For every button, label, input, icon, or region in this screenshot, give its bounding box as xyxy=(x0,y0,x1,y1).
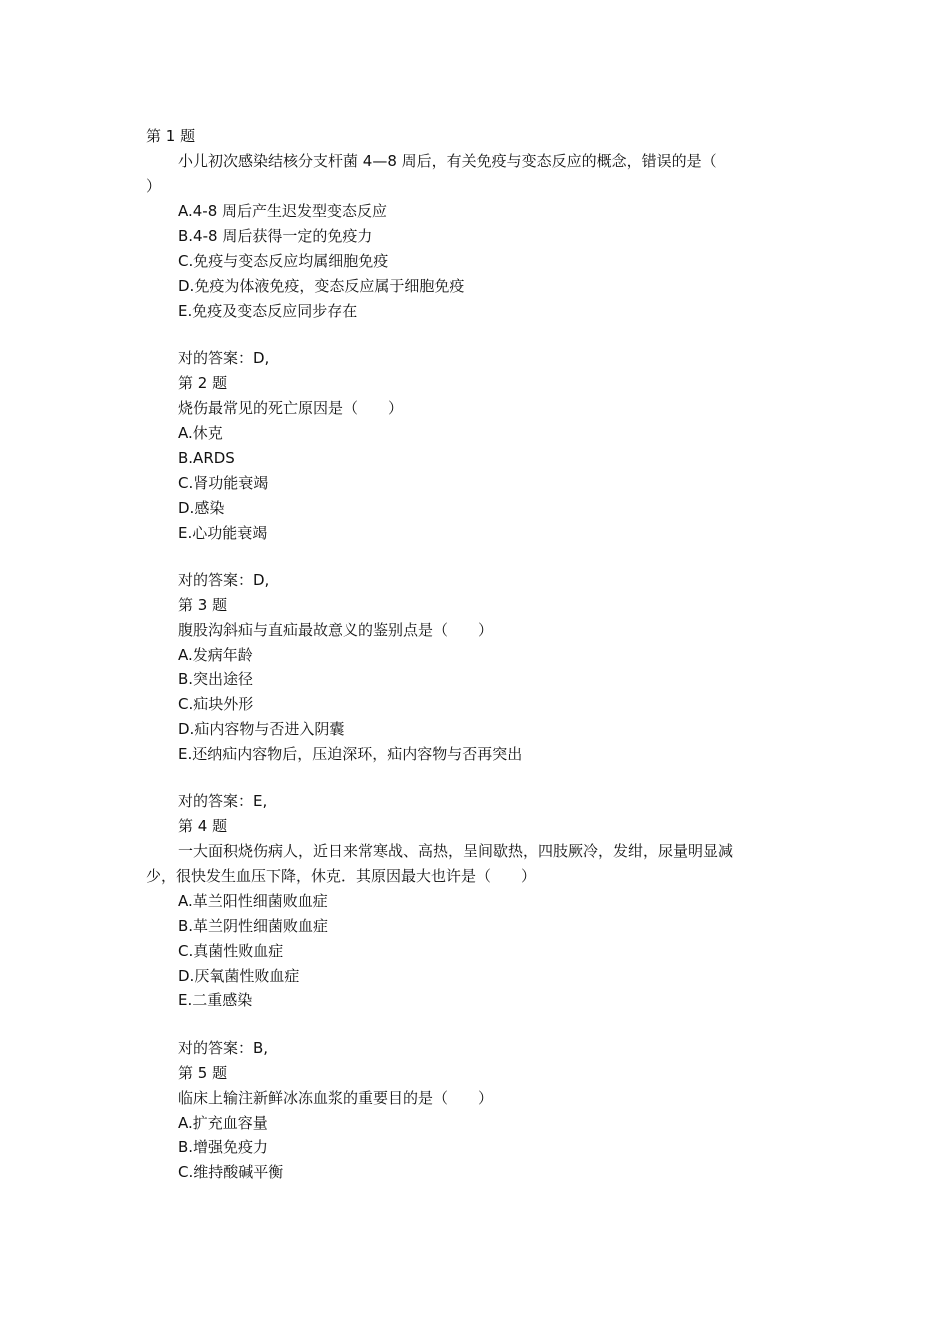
question-2-heading: 第 2 题 xyxy=(178,374,228,392)
question-3-answer: 对的答案：E, xyxy=(178,792,268,810)
question-5-heading: 第 5 题 xyxy=(178,1064,228,1082)
question-3-stem: 腹股沟斜疝与直疝最故意义的鉴别点是（ ） xyxy=(178,621,494,639)
question-3-option-c: C.疝块外形 xyxy=(178,695,254,713)
question-5-option-b: B.增强免疫力 xyxy=(178,1138,269,1156)
question-2-option-d: D.感染 xyxy=(178,499,225,517)
question-5-option-a: A.扩充血容量 xyxy=(178,1114,268,1132)
question-3-option-e: E.还纳疝内容物后，压迫深环，疝内容物与否再突出 xyxy=(178,745,523,763)
question-3-heading: 第 3 题 xyxy=(178,596,228,614)
question-1-option-d: D.免疫为体液免疫，变态反应属于细胞免疫 xyxy=(178,277,465,295)
question-3-option-d: D.疝内容物与否进入阴囊 xyxy=(178,720,345,738)
question-4-option-c: C.真菌性败血症 xyxy=(178,942,284,960)
question-1-option-c: C.免疫与变态反应均属细胞免疫 xyxy=(178,252,389,270)
question-1-option-a: A.4-8 周后产生迟发型变态反应 xyxy=(178,202,388,220)
question-4-option-d: D.厌氧菌性败血症 xyxy=(178,967,300,985)
question-4-stem-continued: 少，很快发生血压下降，休克．其原因最大也许是（ ） xyxy=(146,867,537,885)
question-2-option-e: E.心功能衰竭 xyxy=(178,524,268,542)
question-4-option-b: B.革兰阴性细菌败血症 xyxy=(178,917,329,935)
question-1-stem: 小儿初次感染结核分支杆菌 4—8 周后，有关免疫与变态反应的概念，错误的是（ xyxy=(178,152,717,170)
question-2-option-c: C.肾功能衰竭 xyxy=(178,474,269,492)
question-4-answer: 对的答案：B, xyxy=(178,1039,269,1057)
question-2-option-a: A.休克 xyxy=(178,424,223,442)
question-5-stem: 临床上输注新鲜冰冻血浆的重要目的是（ ） xyxy=(178,1089,494,1107)
question-5-option-c: C.维持酸碱平衡 xyxy=(178,1163,284,1181)
question-3-option-b: B.突出途径 xyxy=(178,670,254,688)
question-1-stem-continued: ） xyxy=(146,177,162,195)
question-2-stem: 烧伤最常见的死亡原因是（ ） xyxy=(178,399,404,417)
question-1-heading: 第 1 题 xyxy=(146,127,196,145)
question-1-option-e: E.免疫及变态反应同步存在 xyxy=(178,302,358,320)
question-3-option-a: A.发病年龄 xyxy=(178,646,253,664)
question-4-option-e: E.二重感染 xyxy=(178,991,253,1009)
question-4-heading: 第 4 题 xyxy=(178,817,228,835)
question-2-answer: 对的答案：D, xyxy=(178,571,270,589)
question-4-option-a: A.革兰阳性细菌败血症 xyxy=(178,892,328,910)
question-1-option-b: B.4-8 周后获得一定的免疫力 xyxy=(178,227,373,245)
question-4-stem: 一大面积烧伤病人，近日来常寒战、高热，呈间歇热，四肢厥冷，发绀，尿量明显减 xyxy=(178,842,734,860)
question-1-answer: 对的答案：D, xyxy=(178,349,270,367)
question-2-option-b: B.ARDS xyxy=(178,449,235,467)
